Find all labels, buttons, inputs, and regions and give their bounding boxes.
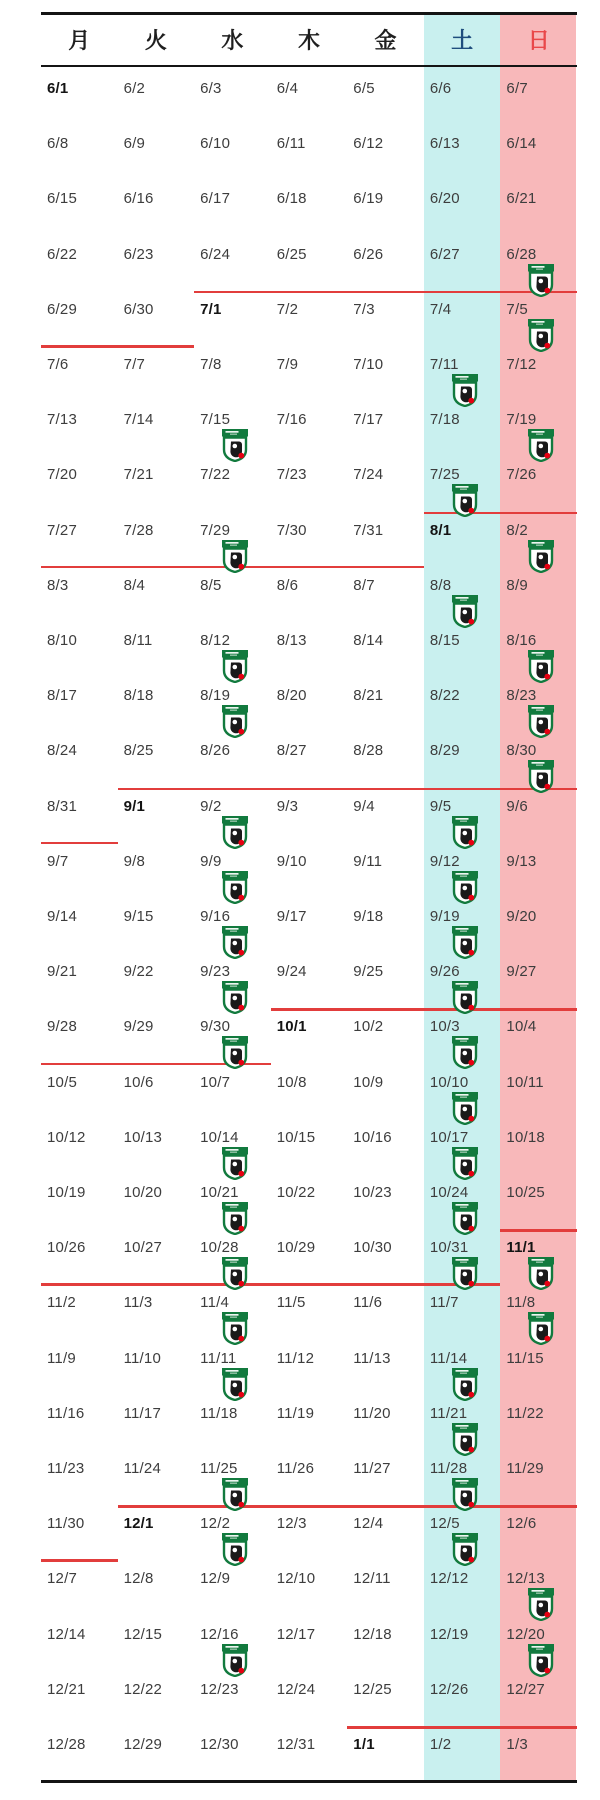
calendar-cell: 12/16 [200,1625,239,1643]
calendar-cell: 6/15 [47,190,77,208]
calendar-cell: 7/20 [47,466,77,484]
calendar-cell: 6/18 [276,190,307,208]
calendar-cell: 11/15 [506,1349,544,1367]
calendar-cell: 11/23 [47,1460,85,1477]
calendar-cell: 8/20 [276,687,307,705]
calendar-cell: 11/14 [429,1349,468,1367]
calendar-cell: 11/13 [353,1349,391,1367]
calendar-cell: 11/1 [506,1239,536,1257]
calendar-cell: 8/22 [429,687,460,705]
calendar-cell: 9/8 [123,852,146,870]
weekday-header-3: 木 [297,28,320,53]
calendar-cell: 9/7 [47,852,69,870]
calendar-cell: 1/1 [353,1736,375,1753]
calendar-cell: 6/9 [123,135,146,153]
weekday-header-4: 金 [374,28,397,53]
calendar-cell: 12/21 [47,1680,86,1698]
calendar-cell: 6/19 [353,190,384,208]
j-league-crest-icon [527,1257,555,1290]
calendar-cell: 7/7 [123,356,146,373]
calendar-cell: 8/15 [429,632,460,649]
calendar-cell: 10/16 [353,1128,392,1146]
calendar-cell: 8/24 [47,742,77,760]
j-league-crest-icon [527,429,555,462]
calendar-cell: 6/26 [353,245,384,263]
calendar-cell: 10/19 [47,1184,86,1201]
calendar-cell: 7/21 [123,466,154,484]
calendar-cell: 6/12 [353,135,384,153]
calendar-cell: 12/5 [429,1515,460,1533]
calendar-cell: 7/9 [276,356,299,373]
calendar-cell: 10/10 [429,1073,469,1091]
j-league-crest-icon [451,1036,479,1069]
calendar-cell: 11/8 [506,1294,536,1312]
weekday-header-1: 火 [144,28,167,53]
weekday-header-5: 土 [451,28,474,53]
calendar-cell: 12/19 [429,1625,469,1643]
calendar-cell: 9/23 [200,963,231,981]
calendar-cell: 12/10 [276,1570,316,1588]
calendar-cell: 8/6 [276,576,299,594]
calendar-cell: 12/13 [506,1570,545,1588]
j-league-crest-icon [451,1147,479,1180]
calendar-cell: 11/27 [353,1460,391,1477]
calendar-cell: 7/5 [506,300,528,318]
calendar-cell: 11/26 [276,1460,315,1477]
calendar-cell: 8/10 [47,632,77,649]
calendar-cell: 7/6 [47,356,69,373]
calendar-cell: 11/2 [47,1294,76,1312]
calendar-cell: 10/3 [429,1018,460,1036]
j-league-crest-icon [451,1533,479,1566]
j-league-crest-icon [221,816,249,849]
calendar-cell: 10/4 [506,1018,537,1036]
calendar-cell: 9/16 [200,908,231,925]
calendar-cell: 11/24 [123,1460,161,1477]
table-bottom-border [41,1780,577,1783]
calendar-cell: 9/11 [353,852,383,870]
calendar-cell: 10/11 [506,1073,544,1091]
calendar-cell: 10/22 [276,1184,316,1201]
calendar-cell: 10/29 [276,1239,316,1257]
calendar-cell: 12/11 [353,1570,391,1588]
calendar-cell: 7/31 [353,521,384,539]
calendar-cell: 12/31 [276,1736,316,1753]
calendar-cell: 12/3 [276,1515,307,1533]
calendar-cell: 12/18 [353,1625,392,1643]
calendar-cell: 11/6 [353,1294,383,1312]
j-league-crest-icon [451,926,479,959]
calendar-cell: 8/1 [429,521,452,539]
month-separator-line-12-1-lower [41,1559,118,1562]
calendar-cell: 11/22 [506,1404,544,1422]
j-league-crest-icon [221,1036,249,1069]
calendar-cell: 6/23 [123,245,154,263]
calendar-cell: 6/21 [506,190,537,208]
calendar-cell: 10/1 [276,1018,307,1036]
calendar-cell: 11/25 [200,1460,238,1477]
j-league-crest-icon [451,1092,479,1125]
j-league-crest-icon [527,650,555,683]
calendar-cell: 8/31 [47,797,77,815]
calendar-cell: 10/15 [276,1128,316,1146]
calendar-cell: 8/2 [506,521,528,539]
calendar-cell: 9/21 [47,963,77,981]
calendar-cell: 6/30 [123,300,154,318]
calendar-cell: 12/29 [123,1736,163,1753]
calendar-cell: 6/13 [429,135,460,153]
calendar-cell: 6/28 [506,245,537,263]
calendar-cell: 7/10 [353,356,384,373]
calendar-cell: 8/26 [200,742,231,760]
calendar-cell: 6/14 [506,135,537,153]
calendar-cell: 7/29 [200,521,231,539]
calendar-cell: 10/30 [353,1239,392,1257]
calendar-cell: 10/31 [429,1239,469,1257]
month-separator-line-7-1-upper [194,291,577,294]
calendar-cell: 12/15 [123,1625,163,1643]
calendar-cell: 9/13 [506,852,537,870]
j-league-crest-icon [221,429,249,462]
calendar-cell: 10/12 [47,1128,86,1146]
calendar-cell: 9/28 [47,1018,77,1036]
calendar-cell: 7/11 [429,356,459,373]
calendar-cell: 6/7 [506,80,528,97]
calendar-cell: 11/4 [200,1294,230,1312]
month-separator-line-8-1-upper [424,512,577,515]
calendar-cell: 7/13 [47,411,77,429]
calendar-cell: 9/3 [276,797,299,815]
calendar-cell: 10/6 [123,1073,154,1091]
weekday-header-0: 月 [68,28,91,53]
calendar-cell: 8/12 [200,632,231,649]
calendar-cell: 12/12 [429,1570,469,1588]
j-league-crest-icon [451,1478,479,1511]
calendar-cell: 7/26 [506,466,537,484]
calendar-cell: 11/21 [429,1404,468,1422]
calendar-cell: 8/14 [353,632,384,649]
calendar-cell: 10/7 [200,1073,231,1091]
calendar-cell: 12/9 [200,1570,231,1588]
j-league-crest-icon [221,1202,249,1235]
j-league-crest-icon [221,705,249,738]
calendar-cell: 9/10 [276,852,307,870]
calendar-cell: 10/23 [353,1184,392,1201]
j-league-crest-icon [221,540,249,573]
calendar-cell: 9/24 [276,963,307,981]
calendar-cell: 10/13 [123,1128,163,1146]
month-separator-line-12-1-upper [118,1505,577,1508]
calendar-cell: 11/10 [123,1349,161,1367]
calendar-cell: 11/18 [200,1404,238,1422]
month-separator-line-10-1-upper [271,1008,577,1011]
calendar-cell: 6/11 [276,135,306,153]
calendar-cell: 8/30 [506,742,537,760]
j-league-crest-icon [451,981,479,1014]
calendar-cell: 11/12 [276,1349,315,1367]
calendar-cell: 12/8 [123,1570,154,1588]
calendar-cell: 8/19 [200,687,231,705]
calendar-cell: 6/6 [429,80,452,97]
calendar-cell: 12/25 [353,1680,392,1698]
calendar-cell: 6/29 [47,300,77,318]
j-league-crest-icon [527,1312,555,1345]
calendar-cell: 11/3 [123,1294,153,1312]
calendar-cell: 9/1 [123,797,146,815]
j-league-crest-icon [451,816,479,849]
j-league-crest-icon [221,1644,249,1677]
calendar-cell: 8/3 [47,576,69,594]
calendar-cell: 8/23 [506,687,537,705]
calendar-cell: 9/29 [123,1018,154,1036]
calendar-cell: 12/24 [276,1680,316,1698]
month-separator-line-11-1-lower [41,1283,500,1286]
calendar-cell: 7/25 [429,466,460,484]
calendar-cell: 8/13 [276,632,307,649]
calendar-cell: 9/5 [429,797,452,815]
calendar-cell: 10/28 [200,1239,239,1257]
j-league-crest-icon [451,484,479,517]
j-league-crest-icon [527,1644,555,1677]
calendar-cell: 11/9 [47,1349,76,1367]
calendar-cell: 9/26 [429,963,460,981]
calendar-cell: 12/23 [200,1680,239,1698]
calendar-cell: 11/11 [200,1349,237,1367]
calendar-cell: 12/26 [429,1680,469,1698]
j-league-crest-icon [451,595,479,628]
calendar-cell: 12/30 [200,1736,239,1753]
calendar-cell: 6/8 [47,135,69,153]
calendar-cell: 11/20 [353,1404,391,1422]
j-league-crest-icon [221,871,249,904]
j-league-crest-icon [221,1147,249,1180]
j-league-crest-icon [221,981,249,1014]
month-separator-line-7-1-lower [41,345,194,348]
calendar-cell: 7/16 [276,411,307,429]
calendar-cell: 7/8 [200,356,222,373]
calendar-cell: 6/16 [123,190,154,208]
calendar-cell: 9/30 [200,1018,231,1036]
calendar-cell: 9/9 [200,852,222,870]
j-league-crest-icon [527,540,555,573]
j-league-crest-icon [527,319,555,352]
calendar-cell: 7/18 [429,411,460,429]
calendar-cell: 12/6 [506,1515,537,1533]
month-separator-line-1-1-upper [347,1726,577,1729]
j-league-crest-icon [451,871,479,904]
calendar-cell: 11/19 [276,1404,315,1422]
calendar-cell: 7/19 [506,411,537,429]
calendar-cell: 11/16 [47,1404,85,1422]
calendar-cell: 7/28 [123,521,154,539]
calendar-cell: 10/9 [353,1073,384,1091]
calendar-cell: 9/25 [353,963,384,981]
calendar-cell: 6/5 [353,80,375,97]
calendar-cell: 8/7 [353,576,375,594]
j-league-crest-icon [451,1202,479,1235]
calendar-cell: 10/18 [506,1128,545,1146]
calendar-cell: 7/4 [429,300,452,318]
calendar-cell: 11/17 [123,1404,161,1422]
calendar-cell: 7/30 [276,521,307,539]
calendar-cell: 6/2 [123,80,146,97]
calendar-cell: 7/14 [123,411,154,429]
calendar-cell: 8/16 [506,632,537,649]
calendar-cell: 10/2 [353,1018,384,1036]
calendar-cell: 7/15 [200,411,231,429]
calendar-cell: 7/23 [276,466,307,484]
calendar-cell: 7/3 [353,300,375,318]
calendar-cell: 8/9 [506,576,528,594]
calendar-cell: 12/7 [47,1570,77,1588]
calendar-cell: 1/3 [506,1736,528,1753]
calendar-cell: 6/22 [47,245,77,263]
calendar-cell: 10/20 [123,1184,163,1201]
calendar-cell: 11/7 [429,1294,459,1312]
calendar-cell: 7/22 [200,466,231,484]
weekday-header-6: 日 [527,28,550,53]
calendar-cell: 9/2 [200,797,222,815]
j-league-crest-icon [221,1533,249,1566]
j-league-crest-icon [527,705,555,738]
calendar-cell: 9/18 [353,908,384,925]
calendar-cell: 11/29 [506,1460,544,1477]
calendar-cell: 6/20 [429,190,460,208]
calendar-cell: 12/28 [47,1736,86,1753]
j-league-crest-icon [451,1257,479,1290]
calendar-cell: 6/10 [200,135,231,153]
j-league-crest-icon [221,926,249,959]
calendar-cell: 9/27 [506,963,537,981]
calendar-cell: 10/21 [200,1184,239,1201]
j-league-crest-icon [451,1368,479,1401]
calendar-cell: 8/29 [429,742,460,760]
header-underline [41,65,577,68]
calendar-cell: 1/2 [429,1736,452,1753]
calendar-cell: 8/11 [123,632,153,649]
calendar-cell: 9/15 [123,908,154,925]
j-league-crest-icon [527,1588,555,1621]
month-separator-line-11-1-upper [500,1229,577,1232]
calendar-cell: 7/27 [47,521,77,539]
calendar-cell: 7/2 [276,300,299,318]
calendar-cell: 7/24 [353,466,384,484]
month-separator-line-9-1-upper [118,788,577,791]
calendar-cell: 8/21 [353,687,384,705]
j-league-crest-icon [221,1478,249,1511]
calendar-cell: 6/27 [429,245,460,263]
calendar-cell: 11/30 [47,1515,85,1533]
calendar-cell: 10/8 [276,1073,307,1091]
j-league-crest-icon [451,374,479,407]
calendar-cell: 9/6 [506,797,528,815]
month-separator-line-9-1-lower [41,842,118,845]
calendar-cell: 9/17 [276,908,307,925]
calendar-cell: 6/4 [276,80,299,97]
calendar-cell: 8/17 [47,687,77,705]
calendar-cell: 6/17 [200,190,231,208]
calendar-cell: 9/4 [353,797,375,815]
j-league-crest-icon [527,760,555,793]
weekday-header-2: 水 [221,28,244,53]
calendar-cell: 12/20 [506,1625,545,1643]
calendar-cell: 12/17 [276,1625,316,1643]
calendar-cell: 8/28 [353,742,384,760]
calendar-cell: 10/25 [506,1184,545,1201]
calendar-cell: 8/18 [123,687,154,705]
calendar-cell: 6/1 [47,80,69,97]
calendar-cell: 7/12 [506,356,537,373]
j-league-crest-icon [221,1368,249,1401]
table-top-border [41,12,577,15]
calendar-cell: 10/24 [429,1184,469,1201]
calendar-cell: 6/3 [200,80,222,97]
calendar-cell: 10/17 [429,1128,469,1146]
calendar-cell: 6/25 [276,245,307,263]
calendar-cell: 12/2 [200,1515,231,1533]
j-league-crest-icon [221,1312,249,1345]
calendar-cell: 10/26 [47,1239,86,1257]
calendar-cell: 10/5 [47,1073,77,1091]
calendar-cell: 9/22 [123,963,154,981]
calendar-cell: 7/1 [200,300,222,318]
calendar-cell: 12/22 [123,1680,163,1698]
calendar-cell: 11/28 [429,1460,468,1477]
calendar-cell: 12/4 [353,1515,384,1533]
calendar-cell: 12/27 [506,1680,545,1698]
j-league-crest-icon [221,650,249,683]
calendar-cell: 12/14 [47,1625,86,1643]
calendar-cell: 12/1 [123,1515,154,1533]
calendar-cell: 10/27 [123,1239,163,1257]
calendar-cell: 9/19 [429,908,460,925]
calendar-cell: 9/14 [47,908,77,925]
calendar-cell: 6/24 [200,245,231,263]
calendar-cell: 7/17 [353,411,384,429]
calendar-cell: 11/5 [276,1294,306,1312]
calendar-cell: 8/5 [200,576,222,594]
calendar-cell: 8/27 [276,742,307,760]
calendar-cell: 8/4 [123,576,146,594]
j-league-crest-icon [527,264,555,297]
calendar-cell: 9/12 [429,852,460,870]
calendar-cell: 10/14 [200,1128,239,1146]
calendar-cell: 8/25 [123,742,154,760]
j-league-crest-icon [221,1257,249,1290]
calendar-cell: 8/8 [429,576,452,594]
calendar-cell: 9/20 [506,908,537,925]
j-league-crest-icon [451,1423,479,1456]
